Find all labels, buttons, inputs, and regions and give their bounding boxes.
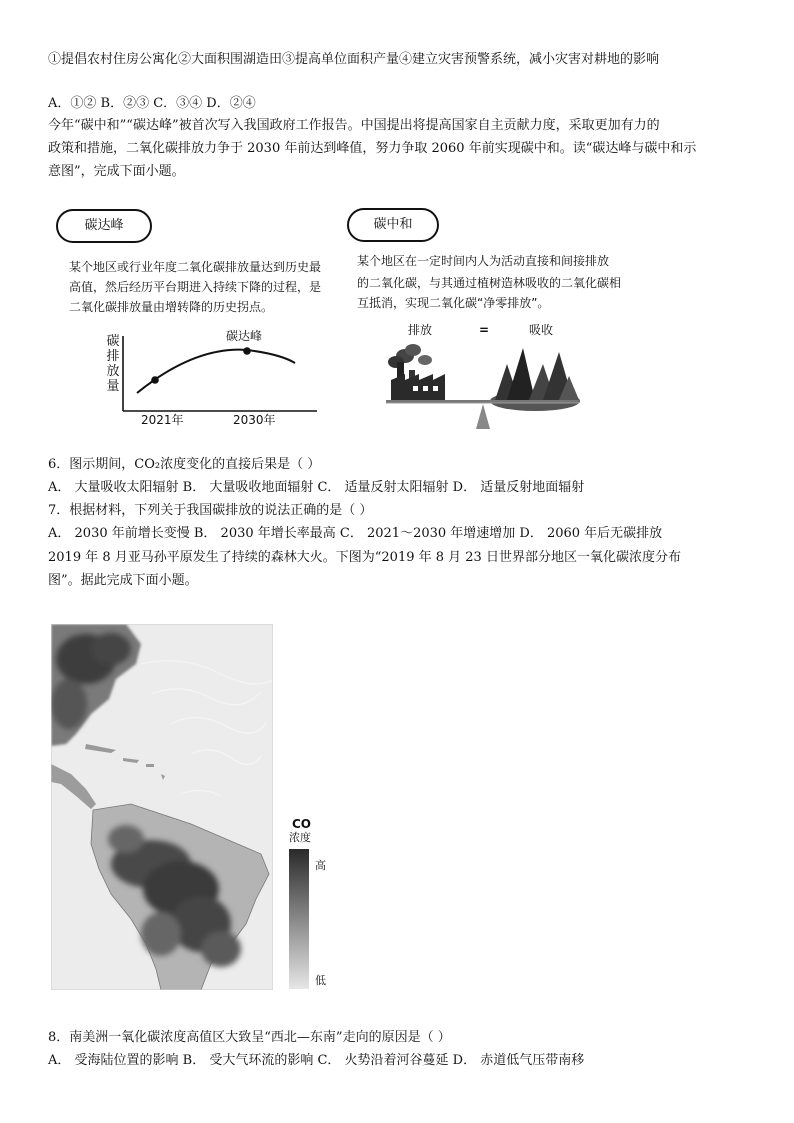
peak-desc-line-1: 某个地区或行业年度二氧化碳排放量达到历史最 <box>69 260 322 274</box>
q6-options: A． 大量吸收太阳辐射 B． 大量吸收地面辐射 C． 适量反射太阳辐射 D． 适量反射地面辐射 <box>48 480 585 495</box>
neutral-desc-line-1: 某个地区在一定时间内人为活动直接和间接排放 <box>357 254 610 268</box>
balance-pivot <box>476 404 490 429</box>
peak-title-pill: 碳达峰 <box>56 209 152 243</box>
x-tick-2021: 2021年 <box>141 413 184 427</box>
curve-peak-label: 碳达峰 <box>226 329 263 343</box>
q5-options: A．①② B．②③ C．③④ D．②④ <box>48 96 256 111</box>
y-axis-label <box>106 334 120 394</box>
legend-title-concentration: 浓度 <box>289 831 311 844</box>
x-tick-2030: 2030年 <box>233 413 276 427</box>
y-label-char-2: 排 <box>106 349 120 364</box>
balance-diagram <box>383 340 588 432</box>
peak-desc-line-2: 高值，然后经历平台期进入持续下降的过程，是 <box>69 280 322 294</box>
factory-icon <box>391 362 445 400</box>
intro-fire-line-1: 2019 年 8 月亚马孙平原发生了持续的森林大火。下图为“2019 年 8 月 23 日世界部分地区一氧化碳浓度分布 <box>48 550 681 565</box>
absorb-label: 吸收 <box>529 323 554 337</box>
legend-title-co: CO <box>292 817 312 831</box>
co-concentration-map <box>51 624 273 990</box>
statement-list: ①提倡农村住房公寓化②大面积围湖造田③提高单位面积产量④建立灾害预警系统，减小灾害对耕地的影响 <box>48 52 660 67</box>
legend-gradient-bar <box>289 849 309 989</box>
neutral-title-pill: 碳中和 <box>347 208 439 242</box>
y-label-char-3: 放 <box>106 364 120 379</box>
q6-stem: 6．图示期间，CO₂浓度变化的直接后果是（ ） <box>48 457 321 472</box>
q7-stem: 7．根据材料，下列关于我国碳排放的说法正确的是（ ） <box>48 503 373 518</box>
y-label-char-1: 碳 <box>106 334 120 349</box>
intro-fire-line-2: 图”。据此完成下面小题。 <box>48 573 198 588</box>
intro-carbon-line-1: 今年“碳中和”“碳达峰”被首次写入我国政府工作报告。中国提出将提高国家自主贡献力度，采取更加有力的 <box>48 118 660 133</box>
y-label-char-4: 量 <box>106 379 120 394</box>
intro-carbon-line-3: 意图”，完成下面小题。 <box>48 164 185 179</box>
q7-options: A． 2030 年前增长变慢 B． 2030 年增长率最高 C． 2021～2030 年增速增加 D． 2060 年后无碳排放 <box>48 526 663 541</box>
q8-options: A． 受海陆位置的影响 B． 受大气环流的影响 C． 火势沿着河谷蔓延 D． 赤道低气压带南移 <box>48 1053 585 1068</box>
legend-low-label: 低 <box>315 974 326 987</box>
neutral-desc-line-2: 的二氧化碳，与其通过植树造林吸收的二氧化碳相 <box>357 276 622 290</box>
point-2021 <box>151 376 159 384</box>
peak-desc-line-3: 二氧化碳排放量由增转降的历史拐点。 <box>69 300 274 314</box>
intro-carbon-line-2: 政策和措施，二氧化碳排放力争于 2030 年前达到峰值，努力争取 2060 年前实现碳中和。读“碳达峰与碳中和示 <box>48 141 697 156</box>
equals-label: = <box>479 323 490 337</box>
point-2030-peak <box>243 347 251 355</box>
smoke-icon <box>388 344 432 368</box>
peak-curve-diagram <box>95 328 330 433</box>
neutral-desc-line-3: 互抵消，实现二氧化碳“净零排放”。 <box>357 296 550 310</box>
legend-high-label: 高 <box>315 859 326 872</box>
emission-label: 排放 <box>408 323 433 337</box>
emission-curve <box>137 350 295 393</box>
q8-stem: 8．南美洲一氧化碳浓度高值区大致呈“西北—东南”走向的原因是（ ） <box>48 1030 451 1045</box>
